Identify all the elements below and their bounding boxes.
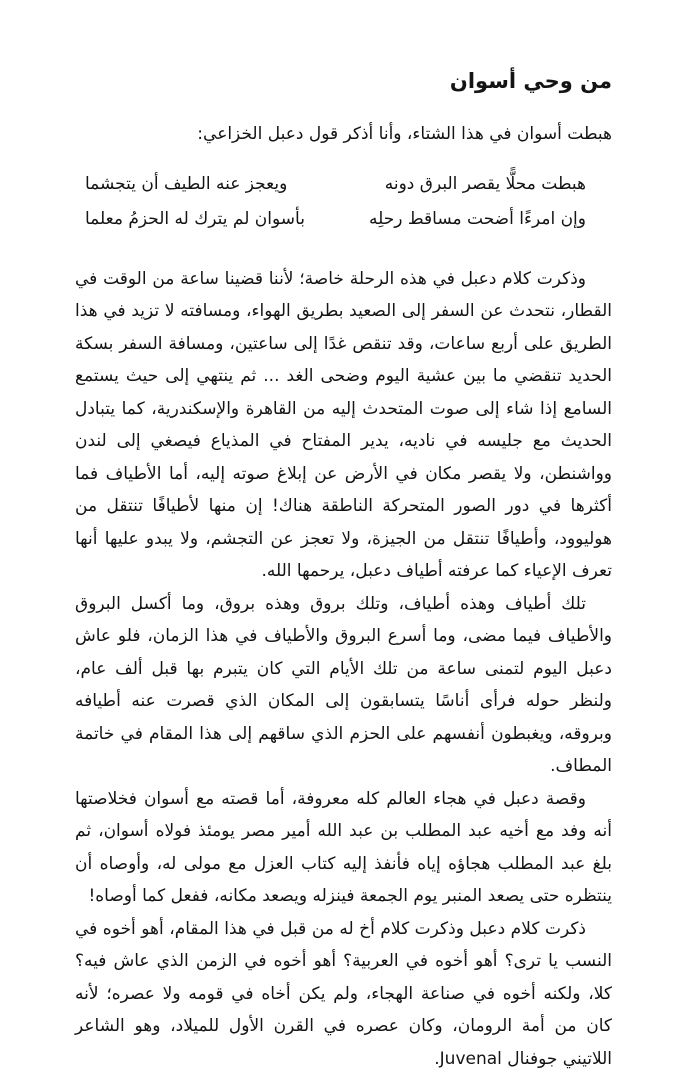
poem-block [85, 167, 586, 237]
intro-line: هبطت أسوان في هذا الشتاء، وأنا أذكر قول دعبل الخزاعي: [75, 118, 612, 151]
verse-line [85, 202, 586, 237]
page-title: من وحي أسوان [75, 66, 612, 96]
body-paragraph-2: تلك أطياف وهذه أطياف، وتلك بروق وهذه بروق، وما أكسل البروق والأطياف فيما مضى، وما أسرع البروق والأطياف في هذا الزمان، فلو عاش دعبل اليوم لتمنى ساعة من تلك الأيام التي كان يتبرم بها قبل ألف عام، ولنظر حوله فرأى أناسًا يتسابقون إلى المكان الذي قصرت عنه أطيافه وبروقه، ويغبطون أنفسهم على الحزم الذي ساقهم إلى هذا المقام في خاتمة المطاف. [75, 588, 612, 783]
verse-2-second-hemistich: بأسوان لم يترك له الحزمُ معلما [85, 202, 305, 237]
verse-1-second-hemistich: ويعجز عنه الطيف أن يتجشما [85, 167, 287, 202]
verse-line [85, 167, 586, 202]
body-paragraph-1: وذكرت كلام دعبل في هذه الرحلة خاصة؛ لأننا قضينا ساعة من الوقت في القطار، نتحدث عن السفر إلى الصعيد بطريق الهواء، ومسافته لا تزيد في هذا الطريق على أربع ساعات، وقد تنقص غدًا إلى ساعتين، ومسافة السفر بسكة الحديد تنقضي ما بين عشية اليوم وضحى الغد ... ثم ينتهي إلى حيث يستمع السامع إذا شاء إلى صوت المتحدث إليه من القاهرة والإسكندرية، كما يتبادل الحديث مع جليسه في ناديه، يدير المفتاح في المذياع فيصغي إلى لندن وواشنطن، ولا يقصر مكان في الأرض عن إبلاغ صوته إليه، أما الأطياف فما أكثرها في دور الصور المتحركة الناطقة هناك! إن منها لأطيافًا تنتقل من هوليوود، وأطيافًا تنتقل من الجيزة، ولا تعجز عن التجشم، ولا يبدو عليها أنها تعرف الإعياء كما عرفته أطياف دعبل، يرحمها الله. [75, 263, 612, 588]
body-paragraph-4: ذكرت كلام دعبل وذكرت كلام أخ له من قبل في هذا المقام، أهو أخوه في النسب يا ترى؟ أهو أخوه في العربية؟ أهو أخوه في الزمن الذي عاش فيه؟ كلا، ولكنه أخوه في صناعة الهجاء، ولم يكن أخاه في قومه ولا عصره؛ لأنه كان من أمة الرومان، وكان عصره في القرن الأول للميلاد، وهو الشاعر اللاتيني جوفنال Juvenal. [75, 913, 612, 1075]
verse-1-first-hemistich: هبطت محلًّا يقصر البرق دونه [385, 167, 586, 202]
verse-2-first-hemistich: وإن امرءًا أضحت مساقط رحلِه [369, 202, 586, 237]
body-paragraph-3: وقصة دعبل في هجاء العالم كله معروفة، أما قصته مع أسوان فخلاصتها أنه وفد مع أخيه عبد المطلب بن عبد الله أمير مصر يومئذ فولاه أسوان، ثم بلغ عبد المطلب هجاؤه إياه فأنفذ إليه كتاب العزل مع مولى له، وأوصاه أن ينتظره حتى يصعد المنبر يوم الجمعة فينزله ويصعد مكانه، ففعل كما أوصاه! [75, 783, 612, 913]
